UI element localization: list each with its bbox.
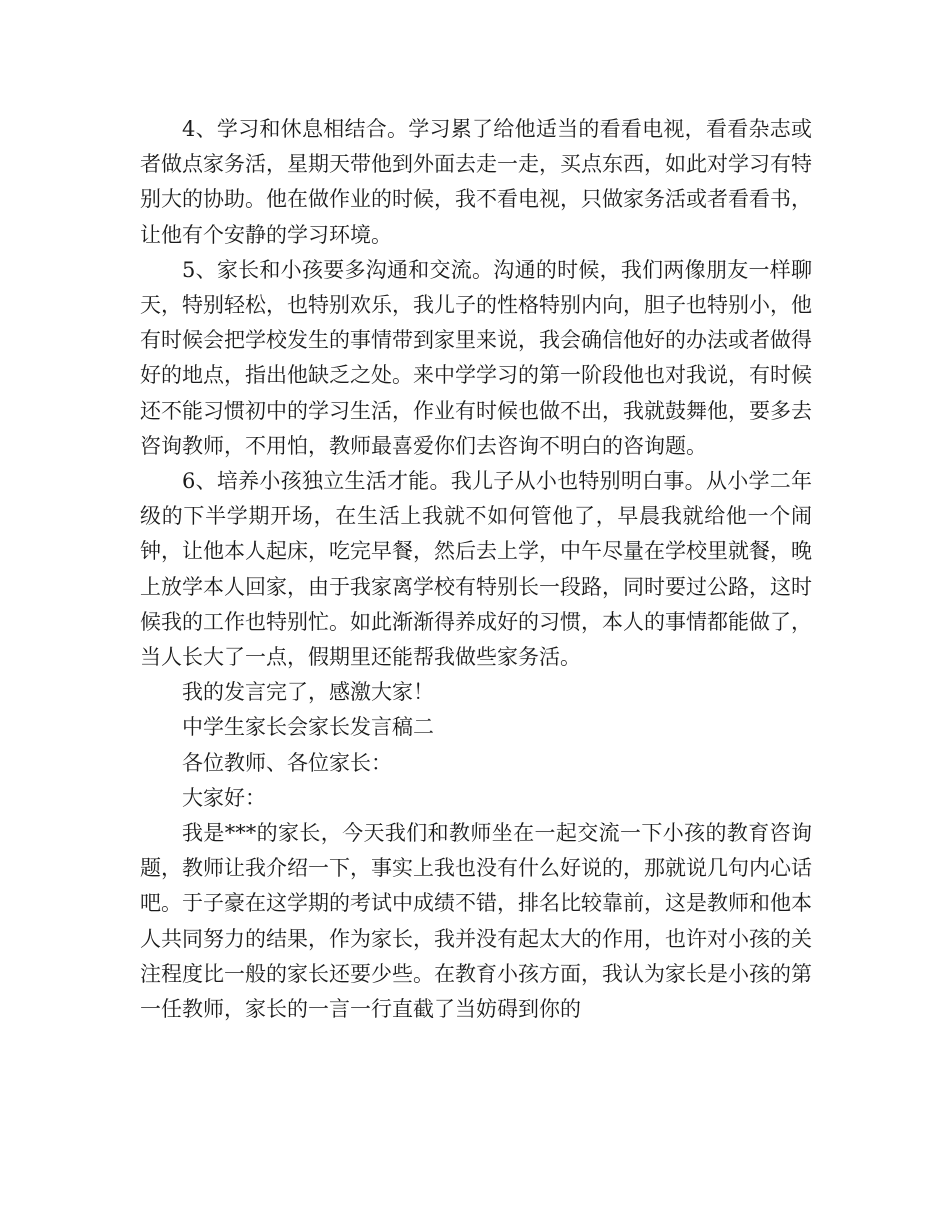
- paragraph-introduction: 我是***的家长，今天我们和教师坐在一起交流一下小孩的教育咨询题，教师让我介绍一下，事实上我也没有什么好说的，那就说几句内心话吧。于子豪在这学期的考试中成绩不错，排名比较靠前，这是教师和他本人共同努力的结果，作为家长，我并没有起太大的作用，也许对小孩的关注程度比一般的家长还要少些。在教育小孩方面，我认为家长是小孩的第一任教师，家长的一言一行直截了当妨碍到你的: [140, 821, 812, 1022]
- paragraph-independence: 6、培养小孩独立生活才能。我儿子从小也特别明白事。从小学二年级的下半学期开场，在生活上我就不如何管他了，早晨我就给他一个闹钟，让他本人起床，吃完早餐，然后去上学，中午尽量在学校里就餐，晚上放学本人回家，由于我家离学校有特别长一段路，同时要过公路，这时候我的工作也特别忙。如此渐渐得养成好的习惯，本人的事情都能做了，当人长大了一点，假期里还能帮我做些家务活。: [140, 469, 812, 670]
- document-page: [140, 112, 812, 1027]
- section-title: 中学生家长会家长发言稿二: [182, 715, 434, 740]
- salutation-teachers-parents: 各位教师、各位家长：: [182, 750, 392, 775]
- paragraph-communication: 5、家长和小孩要多沟通和交流。沟通的时候，我们两像朋友一样聊天，特别轻松，也特别欢乐，我儿子的性格特别内向，胆子也特别小，他有时候会把学校发生的事情带到家里来说，我会确信他好的办法或者做得好的地点，指出他缺乏之处。来中学学习的第一阶段他也对我说，有时候还不能习惯初中的学习生活，作业有时候也做不出，我就鼓舞他，要多去咨询教师，不用怕，教师最喜爱你们去咨询不明白的咨询题。: [140, 257, 812, 458]
- paragraph-study-rest: 4、学习和休息相结合。学习累了给他适当的看看电视，看看杂志或者做点家务活，星期天带他到外面去走一走，买点东西，如此对学习有特别大的协助。他在做作业的时候，我不看电视，只做家务活或者看看书，让他有个安静的学习环境。: [140, 117, 812, 247]
- paragraph-closing-thanks: 我的发言完了，感激大家！: [182, 680, 434, 705]
- greeting: 大家好：: [182, 785, 266, 810]
